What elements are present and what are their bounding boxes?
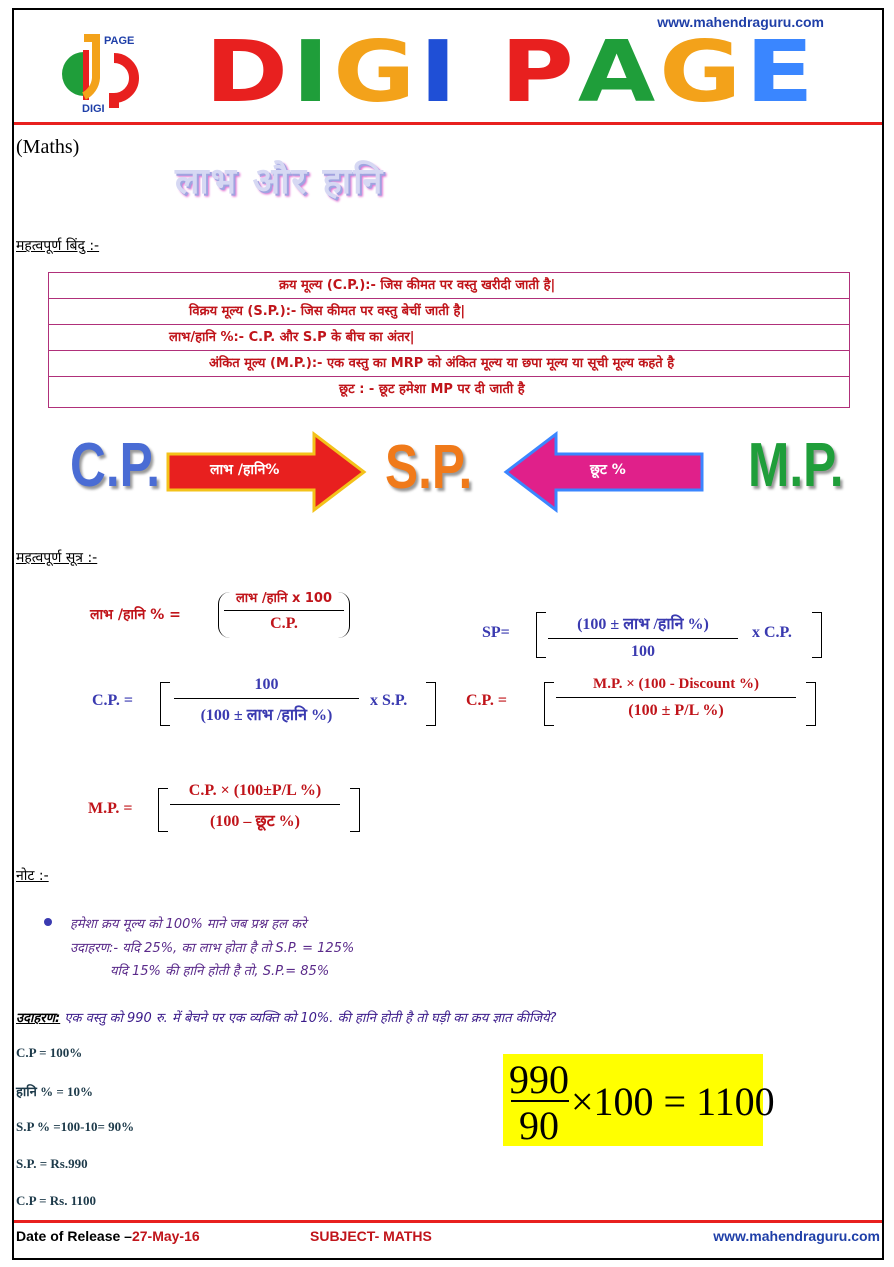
example-step: S.P % =100-10= 90%: [16, 1119, 135, 1134]
arrow-discount-label: छूट %: [590, 462, 626, 478]
page-title: लाभ और हानि: [175, 161, 385, 202]
example-step: C.P = 100%: [16, 1045, 83, 1060]
f3-numerator: 100: [254, 676, 279, 693]
f1-denominator: C.P.: [270, 615, 298, 632]
calculation-box: [503, 1054, 775, 1148]
f4-numerator: M.P. × (100 - Discount %): [593, 676, 759, 692]
definition-row: अंकित मूल्य (M.P.):- एक वस्तु का MRP को अंकित मूल्य या छपा मूल्य या सूची मूल्य कहते है: [49, 351, 849, 377]
brand-letter: I: [292, 22, 334, 122]
f2-multiplier: x C.P.: [752, 624, 792, 641]
cp-label: C.P.: [70, 431, 161, 500]
release-label: Date of Release –: [16, 1228, 132, 1244]
f4-denominator: (100 ± P/L %): [628, 702, 724, 719]
example-question: [16, 1008, 556, 1026]
bracket-right: [426, 682, 436, 726]
arrow-profit-loss-label: लाभ /हानि%: [210, 462, 280, 478]
sp-label: S.P.: [385, 433, 473, 502]
important-points-heading: महत्वपूर्ण बिंदु :-: [16, 238, 100, 254]
note-line-2: उदाहरण:- यदि 25%, का लाभ होता है तो S.P. = 125%: [70, 941, 355, 956]
bracket-right: [806, 682, 816, 726]
brand-letter: I: [419, 22, 461, 122]
definition-row: विक्रय मूल्य (S.P.):- जिस कीमत पर वस्तु बेचीं जाती है|: [49, 299, 849, 325]
brand-letter: [461, 30, 501, 115]
brand-title: [205, 22, 818, 122]
formula-mp-fraction: [170, 782, 340, 831]
example-step: S.P. = Rs.990: [16, 1156, 88, 1171]
flow-diagram: [40, 430, 860, 520]
definition-row: लाभ/हानि %:- C.P. और S.P के बीच का अंतर|: [49, 325, 849, 351]
note-heading: नोट :-: [16, 868, 49, 884]
bracket-left: [160, 682, 170, 726]
formula-cp1-lhs: C.P. =: [92, 692, 133, 709]
release-info: [16, 1228, 200, 1244]
calc-numerator: 990: [509, 1057, 569, 1102]
brand-letter: A: [577, 22, 660, 122]
brand-letter: D: [205, 22, 293, 122]
formula-cp2-lhs: C.P. =: [466, 692, 507, 709]
definition-row: क्रय मूल्य (C.P.):- जिस कीमत पर वस्तु खरीदी जाती है|: [49, 273, 849, 299]
brand-letter: E: [745, 22, 818, 122]
brand-letter: P: [500, 22, 578, 122]
example-step: C.P = Rs. 1100: [16, 1193, 96, 1208]
site-url-top[interactable]: www.mahendraguru.com: [657, 14, 824, 30]
bracket-right: [812, 612, 822, 658]
bullet-icon: [44, 918, 52, 926]
f3-multiplier: x S.P.: [370, 692, 408, 709]
bracket-left: [536, 612, 546, 658]
bracket-left: [158, 788, 168, 832]
calc-denominator: 90: [519, 1103, 559, 1148]
formula-sp-fraction: [548, 612, 738, 661]
brand-title-text: [205, 22, 818, 122]
brand-letter: G: [333, 22, 420, 122]
footer-subject: SUBJECT- MATHS: [310, 1228, 432, 1244]
f2-numerator: (100 ± लाभ /हानि %): [577, 616, 709, 633]
formula-cp2-fraction: [556, 676, 796, 720]
release-date: 27-May-16: [131, 1228, 200, 1244]
digi-page-logo: [44, 30, 179, 114]
formulas-heading: महत्वपूर्ण सूत्र :-: [16, 550, 98, 566]
example-step: हानि % = 10%: [16, 1084, 94, 1099]
footer-divider: [14, 1220, 882, 1223]
note-line-3: यदि 15% की हानि होती है तो, S.P.= 85%: [110, 964, 330, 979]
bracket-right: [350, 788, 360, 832]
example-label: उदाहरण:: [16, 1011, 61, 1026]
definition-row: छूट : - छूट हमेशा MP पर दी जाती है: [339, 382, 525, 397]
calc-result: ×100 = 1100: [571, 1079, 775, 1124]
f5-numerator: C.P. × (100±P/L %): [188, 782, 322, 799]
subject-tag: (Maths): [16, 136, 80, 158]
formula-mp-lhs: M.P. =: [88, 800, 133, 817]
definitions-table: [48, 272, 850, 408]
f1-numerator: लाभ /हानि x 100: [235, 591, 333, 606]
f2-denominator: 100: [631, 643, 655, 660]
formula-sp-lhs: SP=: [482, 624, 510, 641]
brand-letter: G: [659, 22, 746, 122]
f3-denominator: (100 ± लाभ /हानि %): [200, 707, 333, 724]
f5-denominator: (100 – छूट %): [210, 813, 300, 830]
formula-cp1-fraction: [174, 676, 359, 725]
footer-site-url[interactable]: www.mahendraguru.com: [713, 1228, 880, 1244]
mp-label: M.P.: [748, 431, 844, 500]
header-divider: [14, 122, 882, 125]
bracket-left: [544, 682, 554, 726]
example-question-text: एक वस्तु को 990 रु. में बेचने पर एक व्यक्ति को 10%. की हानि होती है तो घड़ी का क्रय ज्ञात कीजिये?: [60, 1011, 557, 1026]
formula-profit-loss-lhs: लाभ /हानि % =: [90, 607, 181, 623]
formula-profit-loss-fraction: [224, 588, 344, 633]
logo-text-digi: DIGI: [82, 103, 105, 114]
note-line-1: हमेशा क्रय मूल्य को 100% माने जब प्रश्न हल करे: [70, 917, 307, 932]
logo-text-page: PAGE: [104, 35, 135, 47]
